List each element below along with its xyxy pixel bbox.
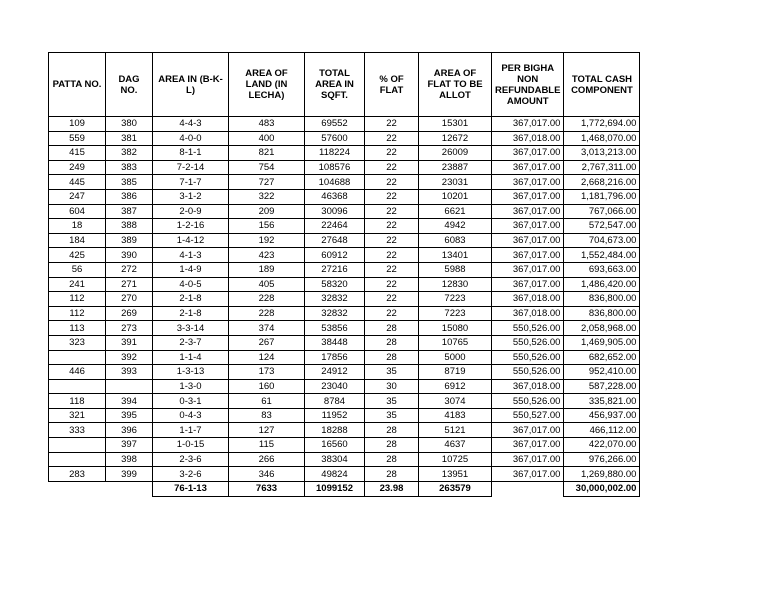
cell-area-bkl: 1-3-0 <box>153 379 229 394</box>
table-row <box>49 204 640 219</box>
cell-per-bigha: 367,017.00 <box>492 175 564 190</box>
cell-flat-area: 26009 <box>419 146 492 161</box>
cell-total-sqft: 49824 <box>305 467 365 482</box>
land-allotment-table <box>48 52 640 497</box>
cell-area-bkl: 4-4-3 <box>153 117 229 132</box>
cell-pct-flat: 28 <box>365 452 419 467</box>
header-total-cash: TOTAL CASH COMPONENT <box>564 53 640 117</box>
cell-patta-no: 321 <box>49 408 106 423</box>
cell-area-bkl: 2-1-8 <box>153 292 229 307</box>
cell-flat-area: 5000 <box>419 350 492 365</box>
cell-patta-no: 425 <box>49 248 106 263</box>
cell-total-sqft: 32832 <box>305 292 365 307</box>
table-row <box>49 117 640 132</box>
table-row <box>49 365 640 380</box>
cell-area-lecha: 483 <box>229 117 305 132</box>
totals-blank-per-bigha <box>492 481 564 496</box>
cell-dag-no: 272 <box>106 262 153 277</box>
cell-pct-flat: 22 <box>365 117 419 132</box>
cell-area-lecha: 346 <box>229 467 305 482</box>
cell-dag-no: 393 <box>106 365 153 380</box>
total-sqft: 1099152 <box>305 481 365 496</box>
cell-patta-no: 559 <box>49 131 106 146</box>
cell-total-sqft: 27216 <box>305 262 365 277</box>
cell-total-sqft: 24912 <box>305 365 365 380</box>
cell-total-cash: 587,228.00 <box>564 379 640 394</box>
table-row <box>49 146 640 161</box>
cell-flat-area: 8719 <box>419 365 492 380</box>
cell-dag-no: 394 <box>106 394 153 409</box>
cell-patta-no: 112 <box>49 306 106 321</box>
cell-area-bkl: 4-0-5 <box>153 277 229 292</box>
table-row <box>49 160 640 175</box>
cell-patta-no <box>49 350 106 365</box>
table-row <box>49 131 640 146</box>
table-row <box>49 467 640 482</box>
cell-total-cash: 1,269,880.00 <box>564 467 640 482</box>
table-row <box>49 335 640 350</box>
cell-dag-no: 270 <box>106 292 153 307</box>
cell-area-bkl: 1-2-16 <box>153 219 229 234</box>
cell-pct-flat: 22 <box>365 306 419 321</box>
cell-total-cash: 466,112.00 <box>564 423 640 438</box>
cell-total-cash: 952,410.00 <box>564 365 640 380</box>
cell-pct-flat: 28 <box>365 423 419 438</box>
cell-total-cash: 2,668,216.00 <box>564 175 640 190</box>
header-per-bigha: PER BIGHA NON REFUNDABLE AMOUNT <box>492 53 564 117</box>
cell-patta-no: 184 <box>49 233 106 248</box>
cell-total-sqft: 11952 <box>305 408 365 423</box>
cell-dag-no: 395 <box>106 408 153 423</box>
cell-patta-no: 241 <box>49 277 106 292</box>
header-pct-flat: % OF FLAT <box>365 53 419 117</box>
cell-pct-flat: 22 <box>365 219 419 234</box>
cell-dag-no: 383 <box>106 160 153 175</box>
cell-dag-no: 388 <box>106 219 153 234</box>
cell-area-lecha: 124 <box>229 350 305 365</box>
cell-area-lecha: 374 <box>229 321 305 336</box>
cell-patta-no: 112 <box>49 292 106 307</box>
cell-area-lecha: 322 <box>229 189 305 204</box>
cell-pct-flat: 28 <box>365 321 419 336</box>
cell-total-sqft: 58320 <box>305 277 365 292</box>
cell-flat-area: 5121 <box>419 423 492 438</box>
cell-total-sqft: 118224 <box>305 146 365 161</box>
header-area-lecha: AREA OF LAND (IN LECHA) <box>229 53 305 117</box>
cell-dag-no: 385 <box>106 175 153 190</box>
cell-total-cash: 3,013,213.00 <box>564 146 640 161</box>
cell-flat-area: 13401 <box>419 248 492 263</box>
cell-total-sqft: 53856 <box>305 321 365 336</box>
cell-total-sqft: 8784 <box>305 394 365 409</box>
cell-area-bkl: 1-1-7 <box>153 423 229 438</box>
header-area-bkl: AREA IN (B-K-L) <box>153 53 229 117</box>
cell-pct-flat: 35 <box>365 394 419 409</box>
table-row <box>49 233 640 248</box>
cell-flat-area: 4637 <box>419 438 492 453</box>
cell-dag-no: 396 <box>106 423 153 438</box>
cell-area-bkl: 1-1-4 <box>153 350 229 365</box>
cell-flat-area: 5988 <box>419 262 492 277</box>
table-row <box>49 219 640 234</box>
cell-patta-no: 249 <box>49 160 106 175</box>
cell-patta-no: 283 <box>49 467 106 482</box>
cell-flat-area: 12672 <box>419 131 492 146</box>
cell-flat-area: 23031 <box>419 175 492 190</box>
total-pct-flat: 23.98 <box>365 481 419 496</box>
cell-dag-no: 273 <box>106 321 153 336</box>
cell-patta-no <box>49 438 106 453</box>
cell-area-bkl: 0-4-3 <box>153 408 229 423</box>
cell-pct-flat: 22 <box>365 262 419 277</box>
table-row <box>49 248 640 263</box>
cell-pct-flat: 22 <box>365 175 419 190</box>
cell-total-sqft: 27648 <box>305 233 365 248</box>
cell-patta-no: 247 <box>49 189 106 204</box>
cell-per-bigha: 550,526.00 <box>492 350 564 365</box>
cell-total-sqft: 23040 <box>305 379 365 394</box>
table-row <box>49 408 640 423</box>
cell-flat-area: 15080 <box>419 321 492 336</box>
table-body <box>49 117 640 482</box>
cell-area-lecha: 423 <box>229 248 305 263</box>
cell-area-lecha: 266 <box>229 452 305 467</box>
cell-pct-flat: 28 <box>365 335 419 350</box>
cell-flat-area: 10201 <box>419 189 492 204</box>
cell-area-bkl: 1-4-12 <box>153 233 229 248</box>
cell-pct-flat: 28 <box>365 467 419 482</box>
cell-area-bkl: 7-1-7 <box>153 175 229 190</box>
totals-blank-dag <box>106 481 153 496</box>
cell-per-bigha: 550,526.00 <box>492 394 564 409</box>
cell-pct-flat: 35 <box>365 365 419 380</box>
cell-area-bkl: 1-3-13 <box>153 365 229 380</box>
cell-flat-area: 7223 <box>419 306 492 321</box>
cell-area-lecha: 156 <box>229 219 305 234</box>
cell-area-lecha: 83 <box>229 408 305 423</box>
cell-area-bkl: 3-2-6 <box>153 467 229 482</box>
cell-area-bkl: 2-3-6 <box>153 452 229 467</box>
cell-per-bigha: 367,017.00 <box>492 438 564 453</box>
cell-area-lecha: 192 <box>229 233 305 248</box>
cell-pct-flat: 22 <box>365 189 419 204</box>
cell-flat-area: 13951 <box>419 467 492 482</box>
cell-per-bigha: 367,017.00 <box>492 423 564 438</box>
cell-total-cash: 456,937.00 <box>564 408 640 423</box>
cell-patta-no: 604 <box>49 204 106 219</box>
cell-patta-no <box>49 379 106 394</box>
cell-pct-flat: 35 <box>365 408 419 423</box>
cell-per-bigha: 367,017.00 <box>492 233 564 248</box>
cell-patta-no: 323 <box>49 335 106 350</box>
cell-pct-flat: 22 <box>365 277 419 292</box>
cell-area-bkl: 0-3-1 <box>153 394 229 409</box>
cell-pct-flat: 22 <box>365 233 419 248</box>
cell-flat-area: 4183 <box>419 408 492 423</box>
cell-total-cash: 693,663.00 <box>564 262 640 277</box>
cell-pct-flat: 22 <box>365 248 419 263</box>
cell-patta-no: 109 <box>49 117 106 132</box>
cell-dag-no: 392 <box>106 350 153 365</box>
cell-flat-area: 3074 <box>419 394 492 409</box>
cell-patta-no: 333 <box>49 423 106 438</box>
cell-area-lecha: 160 <box>229 379 305 394</box>
cell-per-bigha: 367,018.00 <box>492 379 564 394</box>
cell-total-cash: 976,266.00 <box>564 452 640 467</box>
cell-total-sqft: 60912 <box>305 248 365 263</box>
table-row <box>49 306 640 321</box>
total-area-bkl: 76-1-13 <box>153 481 229 496</box>
cell-per-bigha: 550,526.00 <box>492 365 564 380</box>
cell-area-lecha: 727 <box>229 175 305 190</box>
cell-area-bkl: 1-4-9 <box>153 262 229 277</box>
cell-total-cash: 1,468,070.00 <box>564 131 640 146</box>
cell-total-sqft: 30096 <box>305 204 365 219</box>
cell-total-cash: 767,066.00 <box>564 204 640 219</box>
cell-total-sqft: 16560 <box>305 438 365 453</box>
cell-total-cash: 2,058,968.00 <box>564 321 640 336</box>
cell-flat-area: 10725 <box>419 452 492 467</box>
cell-dag-no: 380 <box>106 117 153 132</box>
cell-total-cash: 1,772,694.00 <box>564 117 640 132</box>
cell-area-lecha: 405 <box>229 277 305 292</box>
cell-pct-flat: 22 <box>365 146 419 161</box>
cell-area-bkl: 3-3-14 <box>153 321 229 336</box>
table-row <box>49 189 640 204</box>
cell-flat-area: 6083 <box>419 233 492 248</box>
cell-total-cash: 704,673.00 <box>564 233 640 248</box>
cell-dag-no <box>106 379 153 394</box>
cell-per-bigha: 367,017.00 <box>492 189 564 204</box>
cell-total-cash: 1,552,484.00 <box>564 248 640 263</box>
cell-per-bigha: 550,526.00 <box>492 335 564 350</box>
cell-area-bkl: 8-1-1 <box>153 146 229 161</box>
cell-pct-flat: 28 <box>365 438 419 453</box>
cell-per-bigha: 367,017.00 <box>492 146 564 161</box>
cell-patta-no <box>49 452 106 467</box>
cell-total-sqft: 32832 <box>305 306 365 321</box>
cell-total-cash: 836,800.00 <box>564 292 640 307</box>
cell-area-bkl: 2-3-7 <box>153 335 229 350</box>
cell-pct-flat: 22 <box>365 131 419 146</box>
cell-total-cash: 422,070.00 <box>564 438 640 453</box>
cell-dag-no: 381 <box>106 131 153 146</box>
cell-flat-area: 12830 <box>419 277 492 292</box>
cell-total-cash: 572,547.00 <box>564 219 640 234</box>
table-row <box>49 438 640 453</box>
total-cash-component: 30,000,002.00 <box>564 481 640 496</box>
cell-flat-area: 6621 <box>419 204 492 219</box>
cell-area-lecha: 821 <box>229 146 305 161</box>
cell-total-cash: 335,821.00 <box>564 394 640 409</box>
cell-dag-no: 390 <box>106 248 153 263</box>
cell-area-lecha: 173 <box>229 365 305 380</box>
cell-total-cash: 836,800.00 <box>564 306 640 321</box>
cell-area-lecha: 228 <box>229 292 305 307</box>
cell-total-cash: 1,469,905.00 <box>564 335 640 350</box>
table-row <box>49 394 640 409</box>
cell-area-lecha: 400 <box>229 131 305 146</box>
cell-per-bigha: 550,527.00 <box>492 408 564 423</box>
cell-pct-flat: 22 <box>365 204 419 219</box>
cell-area-bkl: 1-0-15 <box>153 438 229 453</box>
cell-total-cash: 2,767,311.00 <box>564 160 640 175</box>
cell-area-bkl: 2-0-9 <box>153 204 229 219</box>
cell-patta-no: 445 <box>49 175 106 190</box>
cell-patta-no: 56 <box>49 262 106 277</box>
cell-flat-area: 6912 <box>419 379 492 394</box>
cell-patta-no: 415 <box>49 146 106 161</box>
cell-pct-flat: 30 <box>365 379 419 394</box>
cell-patta-no: 446 <box>49 365 106 380</box>
cell-dag-no: 399 <box>106 467 153 482</box>
header-row <box>49 53 640 117</box>
cell-per-bigha: 367,018.00 <box>492 292 564 307</box>
cell-dag-no: 386 <box>106 189 153 204</box>
cell-dag-no: 389 <box>106 233 153 248</box>
cell-per-bigha: 367,017.00 <box>492 160 564 175</box>
cell-area-lecha: 115 <box>229 438 305 453</box>
cell-area-bkl: 4-1-3 <box>153 248 229 263</box>
table-row <box>49 350 640 365</box>
cell-total-sqft: 57600 <box>305 131 365 146</box>
cell-dag-no: 398 <box>106 452 153 467</box>
cell-pct-flat: 22 <box>365 292 419 307</box>
cell-area-bkl: 3-1-2 <box>153 189 229 204</box>
cell-per-bigha: 367,018.00 <box>492 131 564 146</box>
cell-per-bigha: 367,018.00 <box>492 306 564 321</box>
table-row <box>49 262 640 277</box>
cell-flat-area: 4942 <box>419 219 492 234</box>
totals-row <box>49 481 640 496</box>
cell-dag-no: 391 <box>106 335 153 350</box>
cell-total-sqft: 38448 <box>305 335 365 350</box>
cell-total-sqft: 69552 <box>305 117 365 132</box>
cell-total-sqft: 17856 <box>305 350 365 365</box>
cell-total-cash: 1,181,796.00 <box>564 189 640 204</box>
cell-total-sqft: 38304 <box>305 452 365 467</box>
cell-per-bigha: 367,017.00 <box>492 204 564 219</box>
header-flat-area: AREA OF FLAT TO BE ALLOT <box>419 53 492 117</box>
cell-patta-no: 118 <box>49 394 106 409</box>
cell-area-lecha: 189 <box>229 262 305 277</box>
cell-area-bkl: 7-2-14 <box>153 160 229 175</box>
cell-total-sqft: 104688 <box>305 175 365 190</box>
cell-flat-area: 10765 <box>419 335 492 350</box>
cell-total-sqft: 108576 <box>305 160 365 175</box>
cell-dag-no: 269 <box>106 306 153 321</box>
cell-pct-flat: 22 <box>365 160 419 175</box>
cell-per-bigha: 367,017.00 <box>492 277 564 292</box>
cell-dag-no: 397 <box>106 438 153 453</box>
table-row <box>49 379 640 394</box>
cell-per-bigha: 367,017.00 <box>492 262 564 277</box>
cell-per-bigha: 550,526.00 <box>492 321 564 336</box>
cell-total-cash: 1,486,420.00 <box>564 277 640 292</box>
cell-area-lecha: 61 <box>229 394 305 409</box>
cell-total-sqft: 18288 <box>305 423 365 438</box>
cell-dag-no: 271 <box>106 277 153 292</box>
cell-per-bigha: 367,017.00 <box>492 219 564 234</box>
cell-patta-no: 113 <box>49 321 106 336</box>
totals-blank-patta <box>49 481 106 496</box>
cell-dag-no: 382 <box>106 146 153 161</box>
table-row <box>49 321 640 336</box>
header-total-sqft: TOTAL AREA IN SQFT. <box>305 53 365 117</box>
cell-area-lecha: 127 <box>229 423 305 438</box>
cell-area-lecha: 754 <box>229 160 305 175</box>
cell-per-bigha: 367,017.00 <box>492 248 564 263</box>
cell-area-lecha: 267 <box>229 335 305 350</box>
table-row <box>49 452 640 467</box>
cell-flat-area: 23887 <box>419 160 492 175</box>
total-area-lecha: 7633 <box>229 481 305 496</box>
cell-pct-flat: 28 <box>365 350 419 365</box>
cell-total-sqft: 46368 <box>305 189 365 204</box>
cell-area-bkl: 4-0-0 <box>153 131 229 146</box>
cell-flat-area: 7223 <box>419 292 492 307</box>
header-patta-no: PATTA NO. <box>49 53 106 117</box>
cell-flat-area: 15301 <box>419 117 492 132</box>
cell-area-lecha: 209 <box>229 204 305 219</box>
table-row <box>49 175 640 190</box>
cell-dag-no: 387 <box>106 204 153 219</box>
cell-patta-no: 18 <box>49 219 106 234</box>
table-row <box>49 277 640 292</box>
total-flat-area: 263579 <box>419 481 492 496</box>
cell-per-bigha: 367,017.00 <box>492 452 564 467</box>
table-row <box>49 292 640 307</box>
table-row <box>49 423 640 438</box>
cell-per-bigha: 367,017.00 <box>492 117 564 132</box>
cell-per-bigha: 367,017.00 <box>492 467 564 482</box>
header-dag-no: DAG NO. <box>106 53 153 117</box>
cell-area-lecha: 228 <box>229 306 305 321</box>
cell-total-sqft: 22464 <box>305 219 365 234</box>
cell-area-bkl: 2-1-8 <box>153 306 229 321</box>
cell-total-cash: 682,652.00 <box>564 350 640 365</box>
